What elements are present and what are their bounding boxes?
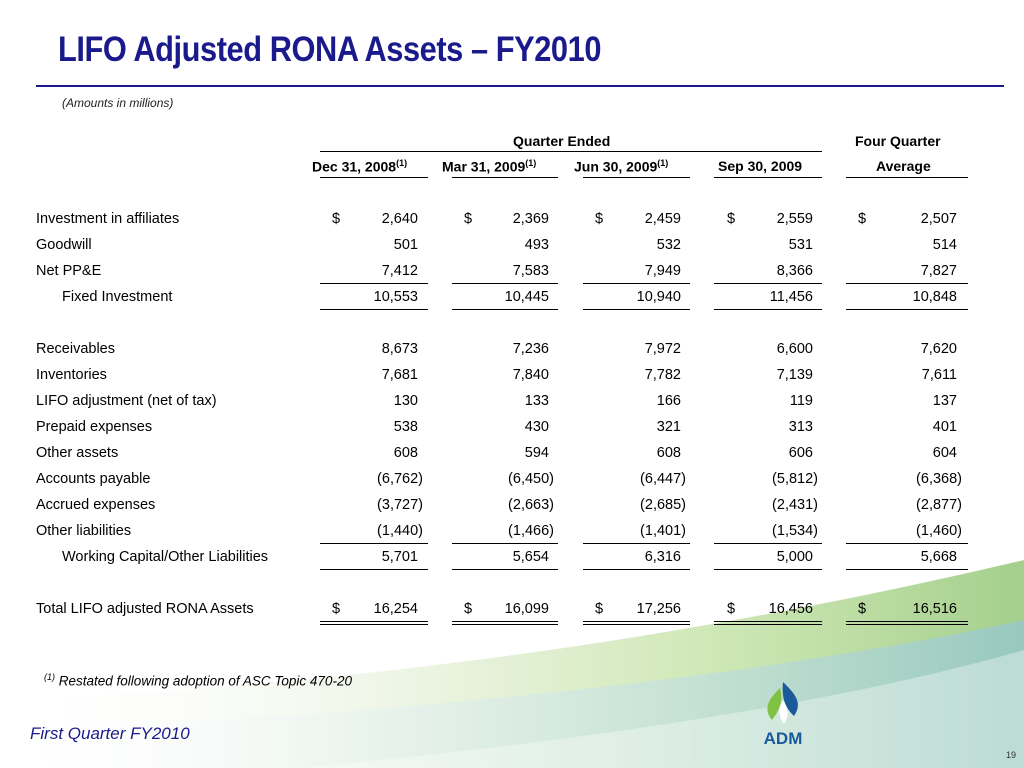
amounts-note: (Amounts in millions) [62,96,174,110]
total-rule [583,624,690,625]
table-cell: 5,668 [920,549,957,565]
row-label: Prepaid expenses [36,419,153,435]
row-label: Net PP&E [36,263,102,279]
currency-symbol: $ [332,211,341,227]
table-cell: 606 [788,445,813,461]
table-cell: (1,440) [377,523,423,539]
row-label: Working Capital/Other Liabilities [62,549,269,565]
total-rule [452,624,558,625]
total-rule [846,543,968,544]
table-cell: 7,827 [920,263,957,279]
total-rule [583,283,690,284]
quarter-ended-rule [320,151,822,152]
total-rule [320,283,428,284]
table-cell: 7,840 [512,367,549,383]
table-cell: (1,466) [508,523,554,539]
table-cell: (3,727) [377,497,423,513]
row-label: Goodwill [36,237,92,253]
table-cell: 7,620 [920,341,957,357]
total-rule [846,309,968,310]
table-cell: 2,369 [512,211,549,227]
table-cell: 16,254 [373,601,418,617]
table-cell: 5,701 [381,549,418,565]
header-rule [452,177,558,178]
table-cell: (6,447) [640,471,686,487]
total-rule [583,543,690,544]
total-rule [320,569,428,570]
table-cell: (5,812) [772,471,818,487]
table-cell: 514 [932,237,957,253]
row-label: LIFO adjustment (net of tax) [36,393,217,409]
total-rule [320,309,428,310]
table-cell: 11,456 [769,289,813,305]
total-rule [714,543,822,544]
currency-symbol: $ [332,601,341,617]
table-cell: 538 [393,419,418,435]
table-cell: 594 [524,445,549,461]
table-cell: 137 [932,393,957,409]
table-cell: 7,583 [512,263,549,279]
currency-symbol: $ [464,601,473,617]
table-cell: (2,431) [772,497,818,513]
header-rule [320,177,428,178]
table-cell: (1,534) [772,523,818,539]
table-cell: (2,877) [916,497,962,513]
table-cell: 10,848 [912,289,957,305]
table-cell: 10,445 [504,289,549,305]
table-cell: 2,559 [776,211,813,227]
total-rule [452,621,558,622]
footnote: $^{(1)}$ Restated following adoption of ASC Topic 470-20 [44,672,352,689]
total-rule [846,624,968,625]
quarter-ended-header: Quarter Ended [513,133,611,149]
table-cell: 7,972 [644,341,681,357]
row-label: Other liabilities [36,523,132,539]
table-cell: 608 [393,445,418,461]
column-header-jun-2009: Jun 30, 2009$^{(1)}$ [574,158,669,175]
row-label: Accounts payable [36,471,151,487]
total-rule [583,569,690,570]
currency-symbol: $ [727,211,736,227]
table-cell: 532 [656,237,681,253]
table-cell: 119 [789,393,813,409]
total-rule [846,569,968,570]
table-cell: 8,673 [381,341,418,357]
table-cell: 531 [788,237,813,253]
total-rule [583,621,690,622]
row-label: Receivables [36,341,115,357]
total-rule [714,283,822,284]
currency-symbol: $ [858,601,867,617]
table-cell: 7,139 [776,367,813,383]
table-cell: 16,456 [768,601,813,617]
logo-text: ADM [763,729,803,748]
total-rule [714,569,822,570]
page-title: LIFO Adjusted RONA Assets – FY2010 [58,30,602,69]
currency-symbol: $ [595,601,604,617]
table-cell: 7,782 [644,367,681,383]
currency-symbol: $ [595,211,604,227]
row-label: Total LIFO adjusted RONA Assets [36,601,254,617]
table-cell: 7,412 [381,263,418,279]
table-cell: (6,762) [377,471,423,487]
table-cell: 2,459 [644,211,681,227]
table-cell: 321 [656,419,681,435]
total-rule [714,309,822,310]
table-cell: 7,681 [381,367,418,383]
table-cell: 7,236 [512,341,549,357]
total-rule [452,543,558,544]
table-cell: 2,640 [381,211,418,227]
total-rule [452,569,558,570]
table-cell: 5,654 [512,549,549,565]
header-rule [846,177,968,178]
table-cell: (6,450) [508,471,554,487]
row-label: Accrued expenses [36,497,156,513]
total-rule [846,621,968,622]
column-header-dec-2008: Dec 31, 2008$^{(1)}$ [312,158,408,175]
row-label: Fixed Investment [62,289,173,305]
page-number: 19 [1005,750,1016,760]
table-cell: (2,685) [640,497,686,513]
row-label: Inventories [36,367,107,383]
table-cell: (1,460) [916,523,962,539]
total-rule [583,309,690,310]
row-label: Investment in affiliates [36,211,180,227]
table-cell: 493 [524,237,549,253]
table-cell: 401 [932,419,957,435]
total-rule [320,624,428,625]
total-rule [846,283,968,284]
total-rule [320,543,428,544]
table-cell: 8,366 [776,263,813,279]
table-cell: 313 [788,419,813,435]
column-header-average: Average [876,158,931,174]
currency-symbol: $ [858,211,867,227]
adm-logo [748,680,818,748]
table-cell: 16,516 [912,601,957,617]
total-rule [452,309,558,310]
table-cell: 2,507 [920,211,957,227]
table-cell: 7,611 [921,367,957,383]
four-quarter-header: Four Quarter [855,133,941,149]
table-cell: 130 [393,393,418,409]
table-cell: 133 [524,393,549,409]
table-cell: 608 [656,445,681,461]
table-cell: (6,368) [916,471,962,487]
table-cell: (2,663) [508,497,554,513]
title-divider [36,85,1004,87]
table-cell: 16,099 [504,601,549,617]
table-cell: 10,940 [636,289,681,305]
table-cell: 6,316 [644,549,681,565]
total-rule [714,621,822,622]
table-cell: 430 [524,419,549,435]
table-cell: 17,256 [636,601,681,617]
table-cell: 604 [932,445,957,461]
table-cell: 501 [393,237,418,253]
row-label: Other assets [36,445,119,461]
table-cell: 7,949 [644,263,681,279]
currency-symbol: $ [464,211,473,227]
column-header-sep-2009: Sep 30, 2009 [718,158,803,174]
quarter-label: First Quarter FY2010 [30,724,190,743]
table-cell: 6,600 [776,341,813,357]
table-cell: 5,000 [776,549,813,565]
header-rule [583,177,690,178]
table-cell: (1,401) [640,523,686,539]
total-rule [714,624,822,625]
total-rule [452,283,558,284]
table-cell: 10,553 [373,289,418,305]
header-rule [714,177,822,178]
table-cell: 166 [656,393,681,409]
currency-symbol: $ [727,601,736,617]
total-rule [320,621,428,622]
column-header-mar-2009: Mar 31, 2009$^{(1)}$ [442,158,537,175]
